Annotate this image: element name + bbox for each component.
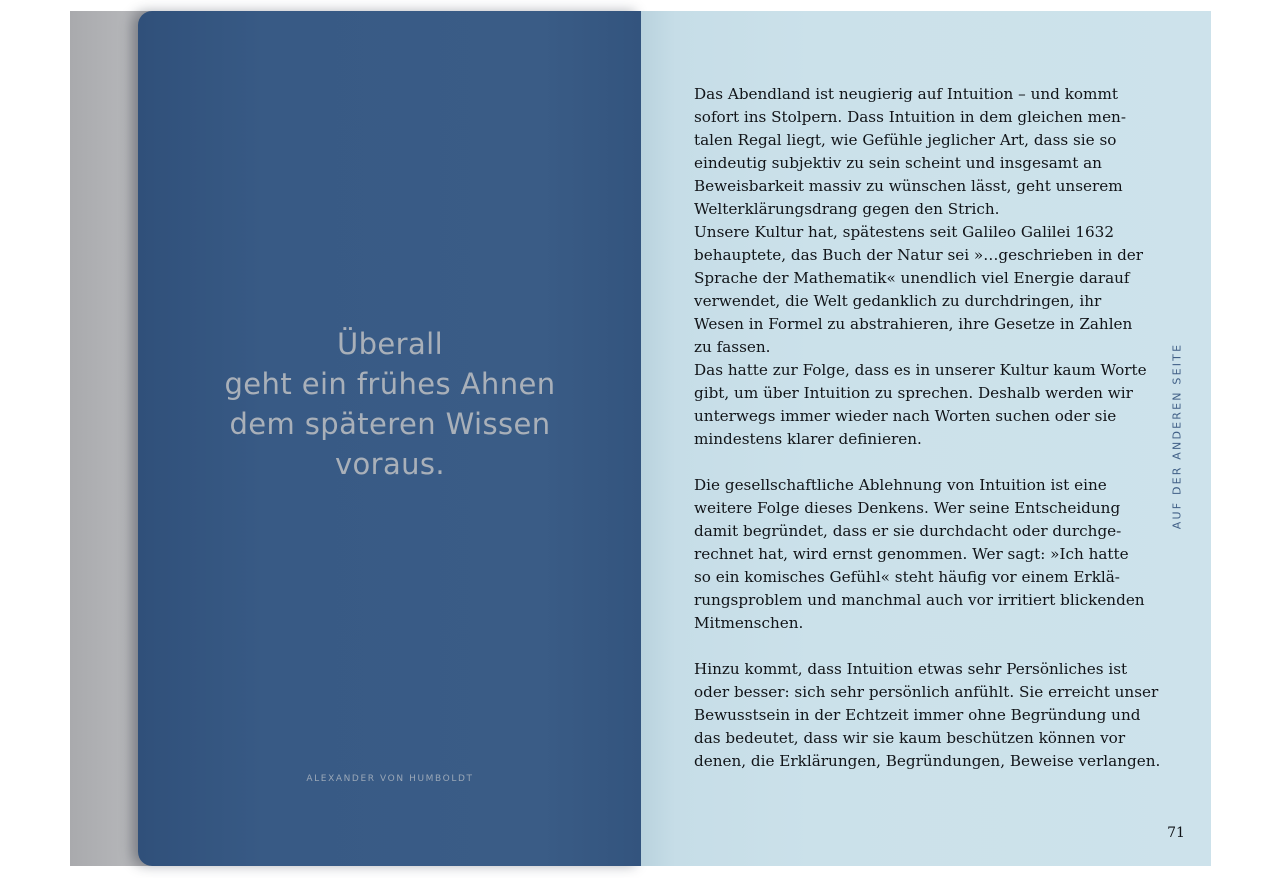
- text-line: talen Regal liegt, wie Gefühle jeglicher Art, dass sie so: [694, 131, 1117, 149]
- text-line: Beweisbarkeit massiv zu wünschen lässt, geht unserem: [694, 177, 1123, 195]
- text-line: Bewusstsein in der Echtzeit immer ohne Begründung und: [694, 706, 1141, 724]
- page-number: 71: [1167, 825, 1185, 841]
- text-line: so ein komisches Gefühl« steht häufig vor einem Erklä-: [694, 568, 1120, 586]
- text-line: das bedeutet, dass wir sie kaum beschützen können vor: [694, 729, 1126, 747]
- text-line: Welterklärungsdrang gegen den Strich.: [694, 200, 1000, 218]
- text-line: Unsere Kultur hat, spätestens seit Galileo Galilei 1632: [694, 223, 1114, 241]
- paragraph: [694, 658, 1161, 773]
- quote-author: ALEXANDER VON HUMBOLDT: [306, 774, 474, 784]
- text-line: Hinzu kommt, dass Intuition etwas sehr Persönliches ist: [694, 660, 1128, 678]
- text-line: verwendet, die Welt gedanklich zu durchdringen, ihr: [694, 292, 1102, 310]
- paragraph: [694, 83, 1154, 451]
- text-line: eindeutig subjektiv zu sein scheint und insgesamt an: [694, 154, 1102, 172]
- text-line: mindestens klarer definieren.: [694, 430, 922, 448]
- quote-line: voraus.: [334, 447, 446, 481]
- paragraph-gap: [694, 451, 1154, 474]
- quote: [140, 324, 640, 484]
- text-line: damit begründet, dass er sie durchdacht oder durchge-: [694, 522, 1122, 540]
- text-line: behauptete, das Buch der Natur sei »…geschrieben in der: [694, 246, 1144, 264]
- text-line: unterwegs immer wieder nach Worten suchen oder sie: [694, 407, 1117, 425]
- text-line: weitere Folge dieses Denkens. Wer seine Entscheidung: [694, 499, 1121, 517]
- text-line: sofort ins Stolpern. Dass Intuition in dem gleichen men-: [694, 108, 1126, 126]
- text-line: Wesen in Formel zu abstrahieren, ihre Gesetze in Zahlen: [694, 315, 1133, 333]
- text-line: Die gesellschaftliche Ablehnung von Intuition ist eine: [694, 476, 1107, 494]
- text-line: Das Abendland ist neugierig auf Intuition – und kommt: [694, 85, 1118, 103]
- quote-line: dem späteren Wissen: [229, 407, 551, 441]
- paragraph: [694, 474, 1154, 635]
- text-line: rechnet hat, wird ernst genommen. Wer sagt: »Ich hatte: [694, 545, 1129, 563]
- text-line: gibt, um über Intuition zu sprechen. Deshalb werden wir: [694, 384, 1133, 402]
- text-line: Mitmenschen.: [694, 614, 804, 632]
- paragraph-gap: [694, 635, 1154, 658]
- text-line: Sprache der Mathematik« unendlich viel Energie darauf: [694, 269, 1130, 287]
- text-line: denen, die Erklärungen, Begründungen, Beweise verlangen.: [694, 752, 1161, 770]
- quote-line: Überall: [336, 327, 444, 361]
- text-line: rungsproblem und manchmal auch vor irritiert blickenden: [694, 591, 1145, 609]
- text-line: zu fassen.: [694, 338, 771, 356]
- text-line: Das hatte zur Folge, dass es in unserer Kultur kaum Worte: [694, 361, 1147, 379]
- quote-line: geht ein frühes Ahnen: [224, 367, 556, 401]
- text-line: oder besser: sich sehr persönlich anfühlt. Sie erreicht unser: [694, 683, 1159, 701]
- running-head: AUF DER ANDEREN SEITE: [1170, 342, 1184, 530]
- body-text: [694, 83, 1161, 773]
